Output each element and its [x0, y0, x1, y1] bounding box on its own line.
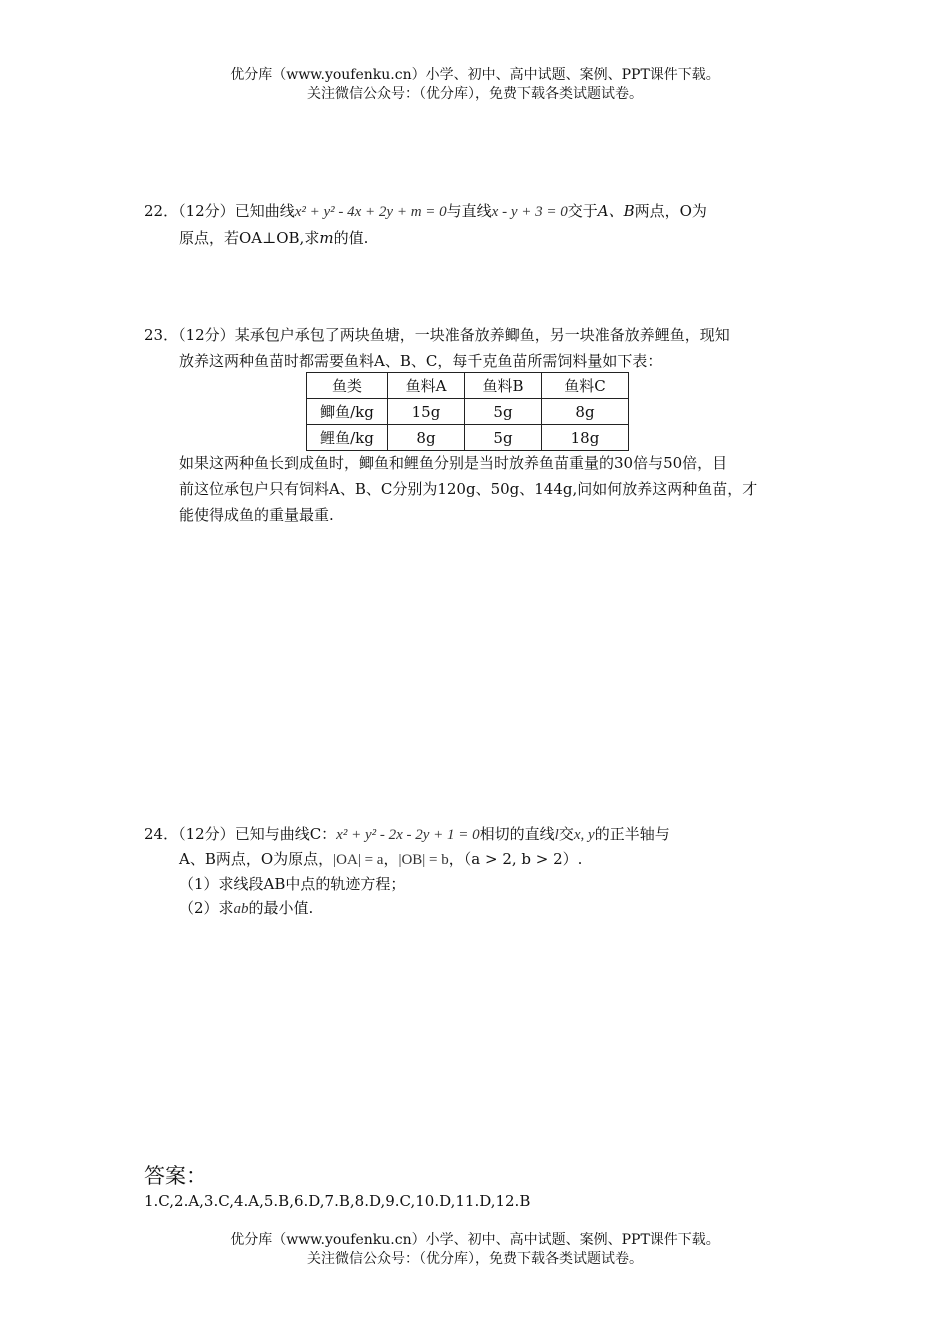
q22-text-1: 已知曲线: [234, 202, 295, 220]
answers-line: 1.C,2.A,3.C,4.A,5.B,6.D,7.B,8.D,9.C,10.D,11.D,12.B: [144, 1192, 531, 1210]
question-22: [144, 198, 808, 251]
table-cell: 5g: [465, 399, 542, 425]
q24-text-1: 已知与曲线C：: [234, 825, 337, 843]
table-header-row: [307, 373, 629, 399]
page-footer: [0, 1231, 950, 1269]
answers-title: 答案：: [144, 1164, 207, 1188]
q22-end: 的值.: [333, 229, 369, 247]
q24-text-3: 交: [558, 825, 574, 843]
q24-oa: |OA| = a: [333, 852, 384, 868]
footer-line-2: 关注微信公众号：（优分库），免费下载各类试题试卷。: [307, 1251, 643, 1267]
question-23: [144, 322, 808, 374]
footer-line-1: 优分库（www.youfenku.cn）小学、初中、高中试题、案例、PPT课件下载。: [230, 1232, 720, 1248]
table-row: [307, 425, 629, 451]
q24-part-2-end: 的最小值.: [248, 899, 314, 917]
q22-points-ab: A、B: [597, 202, 635, 220]
q22-variable-m: m: [319, 229, 334, 247]
q23-points: （12分）: [178, 326, 235, 344]
q24-ab: ab: [233, 901, 249, 917]
table-cell: 鲤鱼/kg: [307, 425, 388, 451]
q23-line-4: 前这位承包户只有饲料A、B、C分别为120g、50g、144g,问如何放养这两种鱼苗，才: [179, 480, 758, 498]
q24-part-1: （1）求线段AB中点的轨迹方程；: [179, 875, 406, 893]
q24-condition: ，（a > 2, b > 2）.: [448, 850, 583, 868]
q24-part-2: （2）求: [179, 899, 234, 917]
q22-text-2: 与直线: [446, 202, 492, 220]
q24-ob: |OB| = b: [398, 852, 449, 868]
page-header: [0, 66, 950, 104]
table-header-cell: 鱼料C: [542, 373, 629, 399]
q23-line-3: 如果这两种鱼长到成鱼时，鲫鱼和鲤鱼分别是当时放养鱼苗重量的30倍与50倍，目: [179, 454, 728, 472]
table-cell: 鲫鱼/kg: [307, 399, 388, 425]
table-cell: 15g: [388, 399, 465, 425]
q22-line-equation: x - y + 3 = 0: [491, 204, 568, 220]
q22-text-3: 交于: [567, 202, 598, 220]
header-line-2: 关注微信公众号：（优分库），免费下载各类试题试卷。: [307, 86, 643, 102]
q24-line-2: A、B两点，O为原点，: [179, 850, 334, 868]
q23-line-1: 某承包户承包了两块鱼塘，一块准备放养鲫鱼，另一块准备放养鲤鱼，现知: [234, 326, 730, 344]
q24-text-2: 相切的直线: [479, 825, 555, 843]
table-header-cell: 鱼料B: [465, 373, 542, 399]
q22-number: 22．: [144, 202, 179, 220]
q24-xy: x, y: [573, 827, 595, 843]
q22-points: （12分）: [178, 202, 235, 220]
q22-curve-equation: x² + y² - 4x + 2y + m = 0: [294, 204, 447, 220]
question-24: [144, 822, 808, 921]
q24-curve-equation: x² + y² - 2x - 2y + 1 = 0: [336, 827, 480, 843]
table-cell: 5g: [465, 425, 542, 451]
q24-number: 24．: [144, 825, 179, 843]
table-cell: 18g: [542, 425, 629, 451]
q24-line-l: l: [554, 827, 559, 843]
question-23-continued: [144, 450, 808, 528]
q23-line-2: 放养这两种鱼苗时都需要鱼料A、B、C，每千克鱼苗所需饲料量如下表：: [179, 352, 663, 370]
feed-table: [306, 372, 629, 451]
header-line-1: 优分库（www.youfenku.cn）小学、初中、高中试题、案例、PPT课件下载。: [230, 67, 720, 83]
q23-line-5: 能使得成鱼的重量最重.: [179, 506, 334, 524]
q22-line-2: 原点，若OA⊥OB,求: [179, 229, 320, 247]
table-header-cell: 鱼料A: [388, 373, 465, 399]
q22-text-4: 两点，O为: [634, 202, 707, 220]
table-row: [307, 399, 629, 425]
q24-points: （12分）: [178, 825, 235, 843]
q24-text-4: 的正半轴与: [594, 825, 670, 843]
table-cell: 8g: [388, 425, 465, 451]
q23-number: 23．: [144, 326, 179, 344]
q24-comma: ，: [383, 850, 399, 868]
table-cell: 8g: [542, 399, 629, 425]
table-header-cell: 鱼类: [307, 373, 388, 399]
